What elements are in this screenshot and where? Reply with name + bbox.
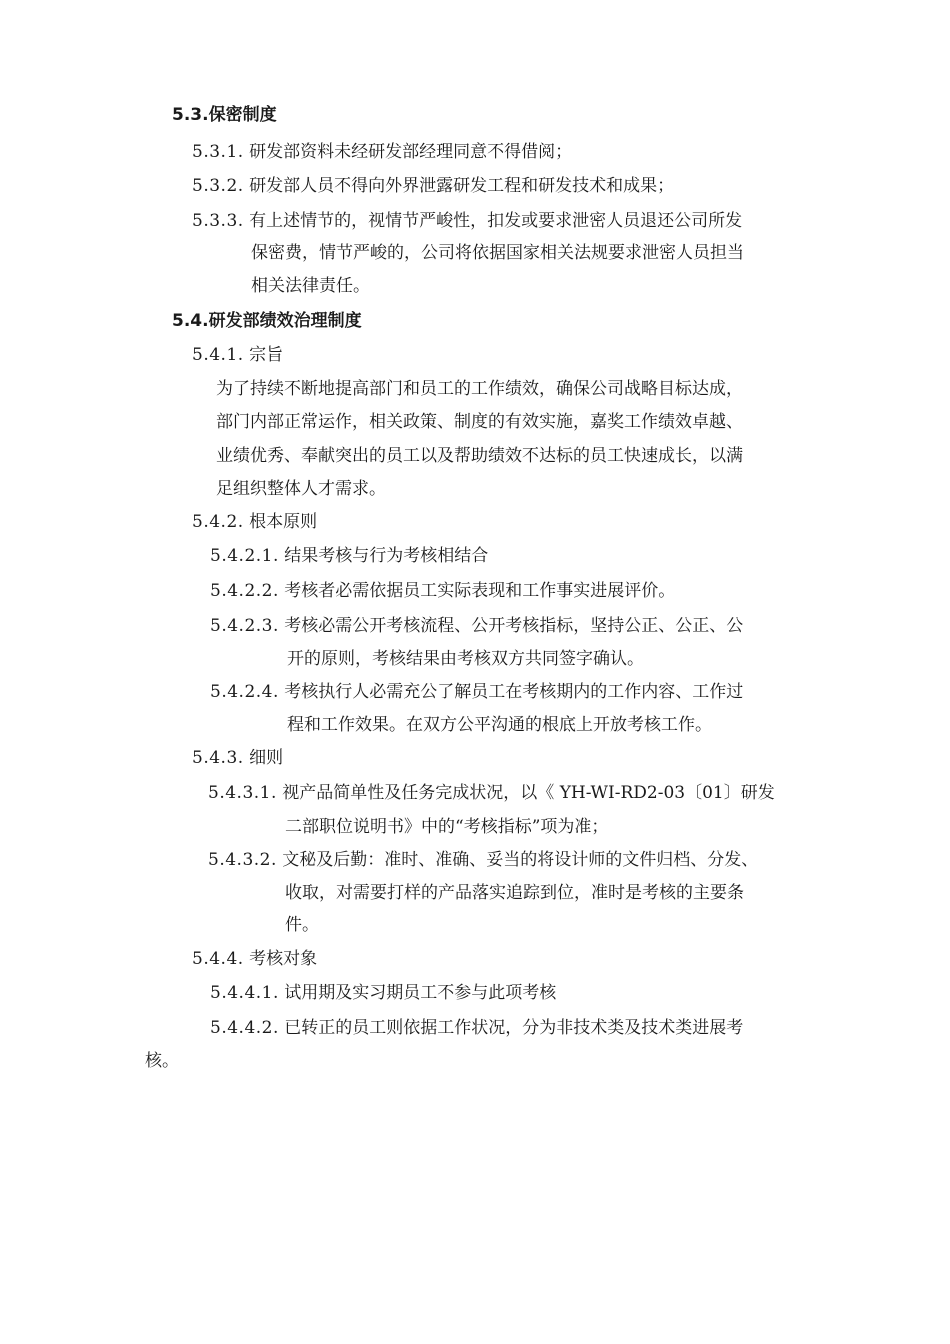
clause-5-4-4-1 xyxy=(210,982,556,1004)
subsection-5-4-3 xyxy=(192,747,283,769)
clause-number: 5.4.2.2. xyxy=(210,581,279,601)
clause-5-4-4-2 xyxy=(210,1017,743,1039)
clause-text-line: 件。 xyxy=(285,915,319,935)
clause-text-line: 相关法律责任。 xyxy=(251,276,370,296)
clause-5-3-1 xyxy=(192,141,572,163)
clause-5-4-3-1 xyxy=(208,782,775,804)
section-title: 保密制度 xyxy=(208,105,277,125)
clause-number: 5.4.2.4. xyxy=(210,682,279,702)
clause-text-line: 开的原则，考核结果由考核双方共同签字确认。 xyxy=(287,649,644,669)
clause-text-line: 视产品简单性及任务完成状况，以《 YH-WI-RD2-03〔01〕研发 xyxy=(282,783,775,803)
clause-text-line: 有上述情节的，视情节严峻性，扣发或要求泄密人员退还公司所发 xyxy=(249,211,743,231)
clause-text-line: 程和工作效果。在双方公平沟通的根底上开放考核工作。 xyxy=(287,715,712,735)
clause-5-3-3 xyxy=(192,210,742,232)
clause-text-line: 已转正的员工则依据工作状况，分为非技术类及技术类进展考 xyxy=(284,1018,744,1038)
clause-number: 5.4.2.1. xyxy=(210,546,279,566)
clause-number: 5.4.2.3. xyxy=(210,616,279,636)
subsection-5-4-2 xyxy=(192,511,317,533)
clause-5-4-2-3 xyxy=(210,615,743,637)
clause-number: 5.4.3.1. xyxy=(208,783,277,803)
clause-text-line: 收取，对需要打样的产品落实追踪到位，准时是考核的主要条 xyxy=(285,883,744,903)
clause-text-line: 结果考核与行为考核相结合 xyxy=(284,546,489,566)
subsection-number: 5.4.2. xyxy=(192,512,244,532)
clause-text-line: 试用期及实习期员工不参与此项考核 xyxy=(284,983,557,1003)
clause-number: 5.3.2. xyxy=(192,176,244,196)
clause-text: 研发部资料未经研发部经理同意不得借阅； xyxy=(249,142,573,162)
subsection-number: 5.4.4. xyxy=(192,949,244,969)
subsection-title: 宗旨 xyxy=(249,345,284,365)
paragraph-line: 足组织整体人才需求。 xyxy=(216,479,386,499)
clause-text-line: 考核必需公开考核流程、公开考核指标，坚持公正、公正、公 xyxy=(284,616,744,636)
subsection-title: 根本原则 xyxy=(249,512,318,532)
subsection-title: 考核对象 xyxy=(249,949,318,969)
clause-text: 研发部人员不得向外界泄露研发工程和研发技术和成果； xyxy=(249,176,675,196)
subsection-5-4-1 xyxy=(192,344,283,366)
section-heading-5-4 xyxy=(172,310,362,332)
subsection-number: 5.4.1. xyxy=(192,345,244,365)
paragraph-line: 业绩优秀、奉献突出的员工以及帮助绩效不达标的员工快速成长，以满 xyxy=(216,446,743,466)
clause-number: 5.3.3. xyxy=(192,211,244,231)
section-title: 研发部绩效治理制度 xyxy=(208,311,362,331)
clause-text-line: 考核者必需依据员工实际表现和工作事实进展评价。 xyxy=(284,581,676,601)
clause-number: 5.4.3.2. xyxy=(208,850,277,870)
subsection-5-4-4 xyxy=(192,948,317,970)
paragraph-line: 为了持续不断地提高部门和员工的工作绩效，确保公司战略目标达成， xyxy=(216,379,743,399)
clause-text-line: 二部职位说明书》中的“考核指标”项为准； xyxy=(285,817,609,837)
clause-number: 5.4.4.1. xyxy=(210,983,279,1003)
clause-5-4-2-2 xyxy=(210,580,675,602)
clause-text-line: 文秘及后勤：准时、准确、妥当的将设计师的文件归档、分发、 xyxy=(282,850,759,870)
clause-number: 5.4.4.2. xyxy=(210,1018,279,1038)
clause-5-3-2 xyxy=(192,175,674,197)
clause-number: 5.3.1. xyxy=(192,142,244,162)
paragraph-line: 部门内部正常运作，相关政策、制度的有效实施，嘉奖工作绩效卓越、 xyxy=(216,412,743,432)
subsection-number: 5.4.3. xyxy=(192,748,244,768)
subsection-title: 细则 xyxy=(249,748,284,768)
section-number: 5.3. xyxy=(172,105,209,125)
clause-text-wrap: 核。 xyxy=(145,1051,179,1071)
clause-text-line: 考核执行人必需充公了解员工在考核期内的工作内容、工作过 xyxy=(284,682,744,702)
section-heading-5-3 xyxy=(172,104,277,126)
clause-5-4-2-1 xyxy=(210,545,488,567)
clause-text-line: 保密费，情节严峻的，公司将依据国家相关法规要求泄密人员担当 xyxy=(251,243,744,263)
clause-5-4-3-2 xyxy=(208,849,758,871)
section-number: 5.4. xyxy=(172,311,209,331)
clause-5-4-2-4 xyxy=(210,681,743,703)
